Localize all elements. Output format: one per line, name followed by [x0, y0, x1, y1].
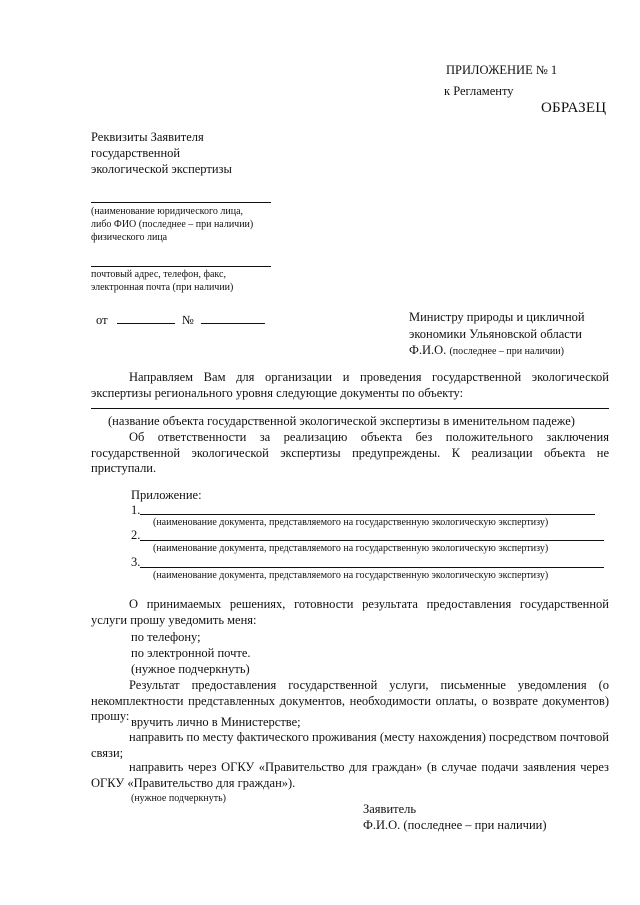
addressee-line-2: экономики Ульяновской области [409, 327, 582, 341]
attachment-1-caption: (наименование документа, представляемого на государственную экологическую экспертизу) [153, 517, 549, 528]
intro-paragraph: Направляем Вам для организации и проведения государственной экологической экспертизы регионального уровня следующие документы по объекту: [91, 370, 609, 400]
attachment-3-caption: (наименование документа, представляемого на государственную экологическую экспертизу) [153, 570, 549, 581]
sample-stamp: ОБРАЗЕЦ [541, 100, 607, 116]
addressee-fio-label: Ф.И.О. [409, 343, 447, 357]
addressee-line-1: Министру природы и цикличной [409, 310, 585, 324]
applicant-heading-line-1: Реквизиты Заявителя [91, 130, 204, 144]
signature-label: Заявитель [363, 802, 417, 816]
attachment-3-number: 3. [131, 555, 141, 569]
notify-paragraph: О принимаемых решениях, готовности результата предоставления государственной услуги прошу уведомить меня: [91, 597, 609, 627]
appendix-number: ПРИЛОЖЕНИЕ № 1 [446, 63, 558, 77]
applicant-contact-line [91, 266, 271, 267]
result-option-post: направить по месту фактического проживания (месту нахождения) посредством почтовой связи; [91, 730, 609, 760]
attachments-title: Приложение: [131, 488, 202, 502]
responsibility-paragraph: Об ответственности за реализацию объекта без положительного заключения государственной экологической экспертизы предупреждены. К реализации объекта не приступали. [91, 430, 609, 476]
applicant-heading-line-2: государственной [91, 146, 181, 160]
date-label: от [96, 313, 108, 327]
attachment-1-number: 1. [131, 503, 141, 517]
attachment-1-line [140, 514, 595, 515]
attachment-2-caption: (наименование документа, представляемого на государственную экологическую экспертизу) [153, 543, 549, 554]
applicant-name-caption-2: либо ФИО (последнее – при наличии) [91, 219, 254, 230]
date-blank [117, 312, 175, 324]
result-option-in-person: вручить лично в Министерстве; [131, 715, 301, 729]
addressee-fio [409, 343, 564, 359]
number-blank [201, 312, 265, 324]
notify-option-phone: по телефону; [131, 630, 201, 644]
result-paragraph: Результат предоставления государственной услуги, письменные уведомления (о некомплектности представленных документов, необходимости оплаты, о возврате документов) прошу: [91, 678, 609, 724]
notify-option-email: по электронной почте. [131, 646, 251, 660]
attachment-2-line [140, 540, 604, 541]
appendix-reference: к Регламенту [444, 84, 514, 98]
applicant-contact-caption-1: почтовый адрес, телефон, факс, [91, 269, 226, 280]
result-underline-note: (нужное подчеркнуть) [131, 793, 226, 804]
applicant-heading-line-3: экологической экспертизы [91, 162, 232, 176]
signature-fio: Ф.И.О. (последнее – при наличии) [363, 818, 547, 832]
object-name-caption: (название объекта государственной экологической экспертизы в именительном падеже) [108, 414, 575, 428]
applicant-name-caption-1: (наименование юридического лица, [91, 206, 244, 217]
notify-underline-note: (нужное подчеркнуть) [131, 662, 250, 676]
addressee-fio-note: (последнее – при наличии) [449, 346, 564, 357]
applicant-name-line [91, 202, 271, 203]
applicant-contact-caption-2: электронная почта (при наличии) [91, 282, 234, 293]
applicant-name-caption-3: физического лица [91, 232, 168, 243]
result-option-ogku: направить через ОГКУ «Правительство для граждан» (в случае подачи заявления через ОГКУ «Правительство для граждан»). [91, 760, 609, 790]
number-label: № [181, 313, 194, 327]
attachment-2-number: 2. [131, 528, 141, 542]
object-name-line [91, 408, 609, 409]
date-number-line [96, 312, 265, 329]
attachment-3-line [140, 567, 604, 568]
